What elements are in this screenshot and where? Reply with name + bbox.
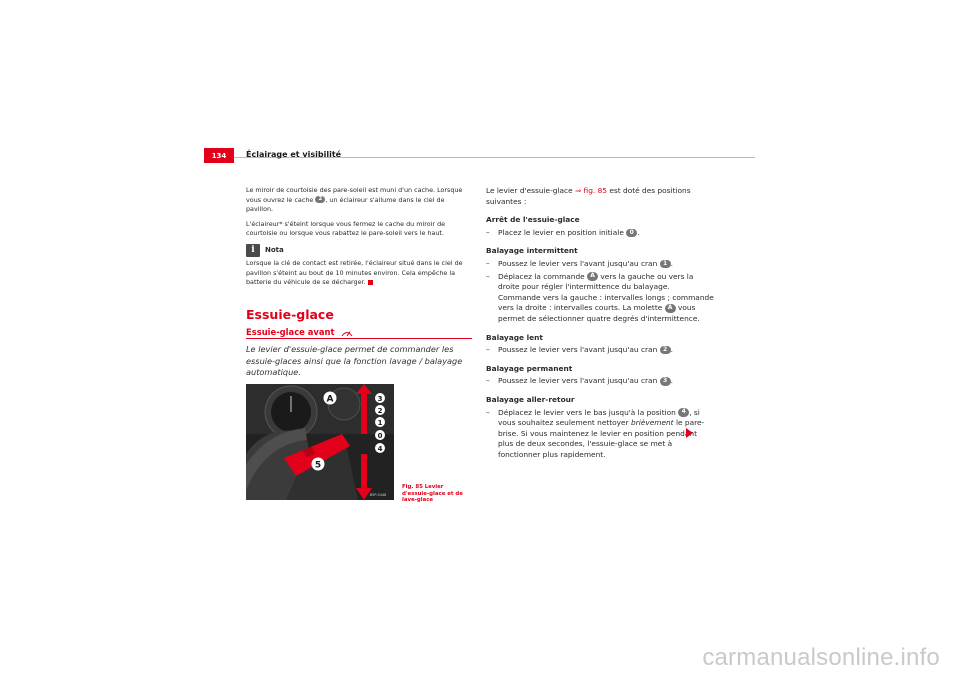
figure-link[interactable]: ⇒ fig. 85 [575,186,608,195]
heading-front-wiper: Essuie-glace avant [246,328,472,338]
step-stop: – Placez le levier en position initiale 0 . [486,228,714,239]
info-icon [246,244,260,257]
badge-A: A [587,272,598,281]
step-flick: – Déplacez le levier vers le bas jusqu'à la position 4 , si vous souhaitez seulement nettoyer brièvement le pare-brise. Si vous maintenez le levier en position pendant plus de deux secondes, l'essuie-glace se met à fonctionner plus rapidement. [486,408,714,461]
note-header [246,244,472,257]
subheading-intermittent: Balayage intermittent [486,246,578,256]
position-4: 4 [377,444,383,453]
step-slow: – Poussez le levier vers l'avant jusqu'au cran 2 . [486,345,714,356]
position-0: 0 [377,431,383,440]
subheading-permanent: Balayage permanent [486,363,573,373]
end-square-icon [368,280,373,285]
right-column [486,186,714,462]
wiper-lever-illustration [246,384,394,500]
heading-wiper: Essuie-glace [246,306,334,322]
badge-2: 2 [315,196,325,204]
subheading-slow: Balayage lent [486,332,543,342]
badge-0: 0 [626,229,637,238]
next-page-arrow-icon [686,428,693,438]
note-label: Nota [265,245,284,254]
wiper-lever-photo [246,384,394,500]
position-1: 1 [377,418,383,427]
badge-4: 4 [678,408,689,417]
position-2: 2 [377,406,383,415]
position-3: 3 [377,394,383,403]
right-intro: Le levier d'essuie-glace ⇒ fig. 85 est doté des positions suivantes : [486,186,691,206]
section-title: Éclairage et visibilité [246,150,342,159]
page-number: 134 [204,148,234,163]
step-interval-control: – Déplacez la commande A vers la gauche ou vers la droite pour régler l'intermittence du balayage. Commande vers la gauche : intervalles longs ; commande vers la droite : intervalles courts. La molette A vous permet de sélectionner quatre degrés d'intermittence. [486,272,714,325]
intro-text: Le levier d'essuie-glace permet de commander les essuie-glaces ainsi que la fonction lavage / balayage automatique. [246,343,463,378]
paragraph-light: L'éclaireur* s'éteint lorsque vous fermez le cache du miroir de courtoisie ou lorsque vous rabattez le pare-soleil vers le haut. [246,219,446,238]
figure-85 [246,384,471,504]
step-intermittent: – Poussez le levier vers l'avant jusqu'au cran 1 . [486,259,714,270]
step-permanent: – Poussez le levier vers l'avant jusqu'au cran 3 . [486,376,714,387]
badge-2-right: 2 [660,346,671,355]
watermark: carmanualsonline.info [702,644,940,671]
label-5: 5 [314,460,322,471]
badge-3: 3 [660,377,671,386]
label-A: A [326,394,334,405]
heading-rule [246,338,472,339]
badge-A-2: A [665,304,676,313]
subheading-flick: Balayage aller-retour [486,394,575,404]
left-column [246,186,472,504]
badge-1: 1 [660,260,671,269]
wiper-icon [341,330,353,337]
paragraph-mirror: Le miroir de courtoisie des pare-soleil est muni d'un cache. Lorsque vous ouvrez le cache 2 , un éclaireur s'allume dans le ciel de pavillon. [246,186,463,214]
subheading-stop: Arrêt de l'essuie-glace [486,215,580,225]
note-text: Lorsque la clé de contact est retirée, l'éclaireur situé dans le ciel de pavillon s'éteint au bout de 10 minutes environ. Cela empêche la batterie du véhicule de se décharger. [246,258,463,287]
figure-caption: Fig. 85 Levier d'essuie-glace et de lave-glace [402,483,463,504]
figure-code: B5P-0448 [369,492,387,497]
